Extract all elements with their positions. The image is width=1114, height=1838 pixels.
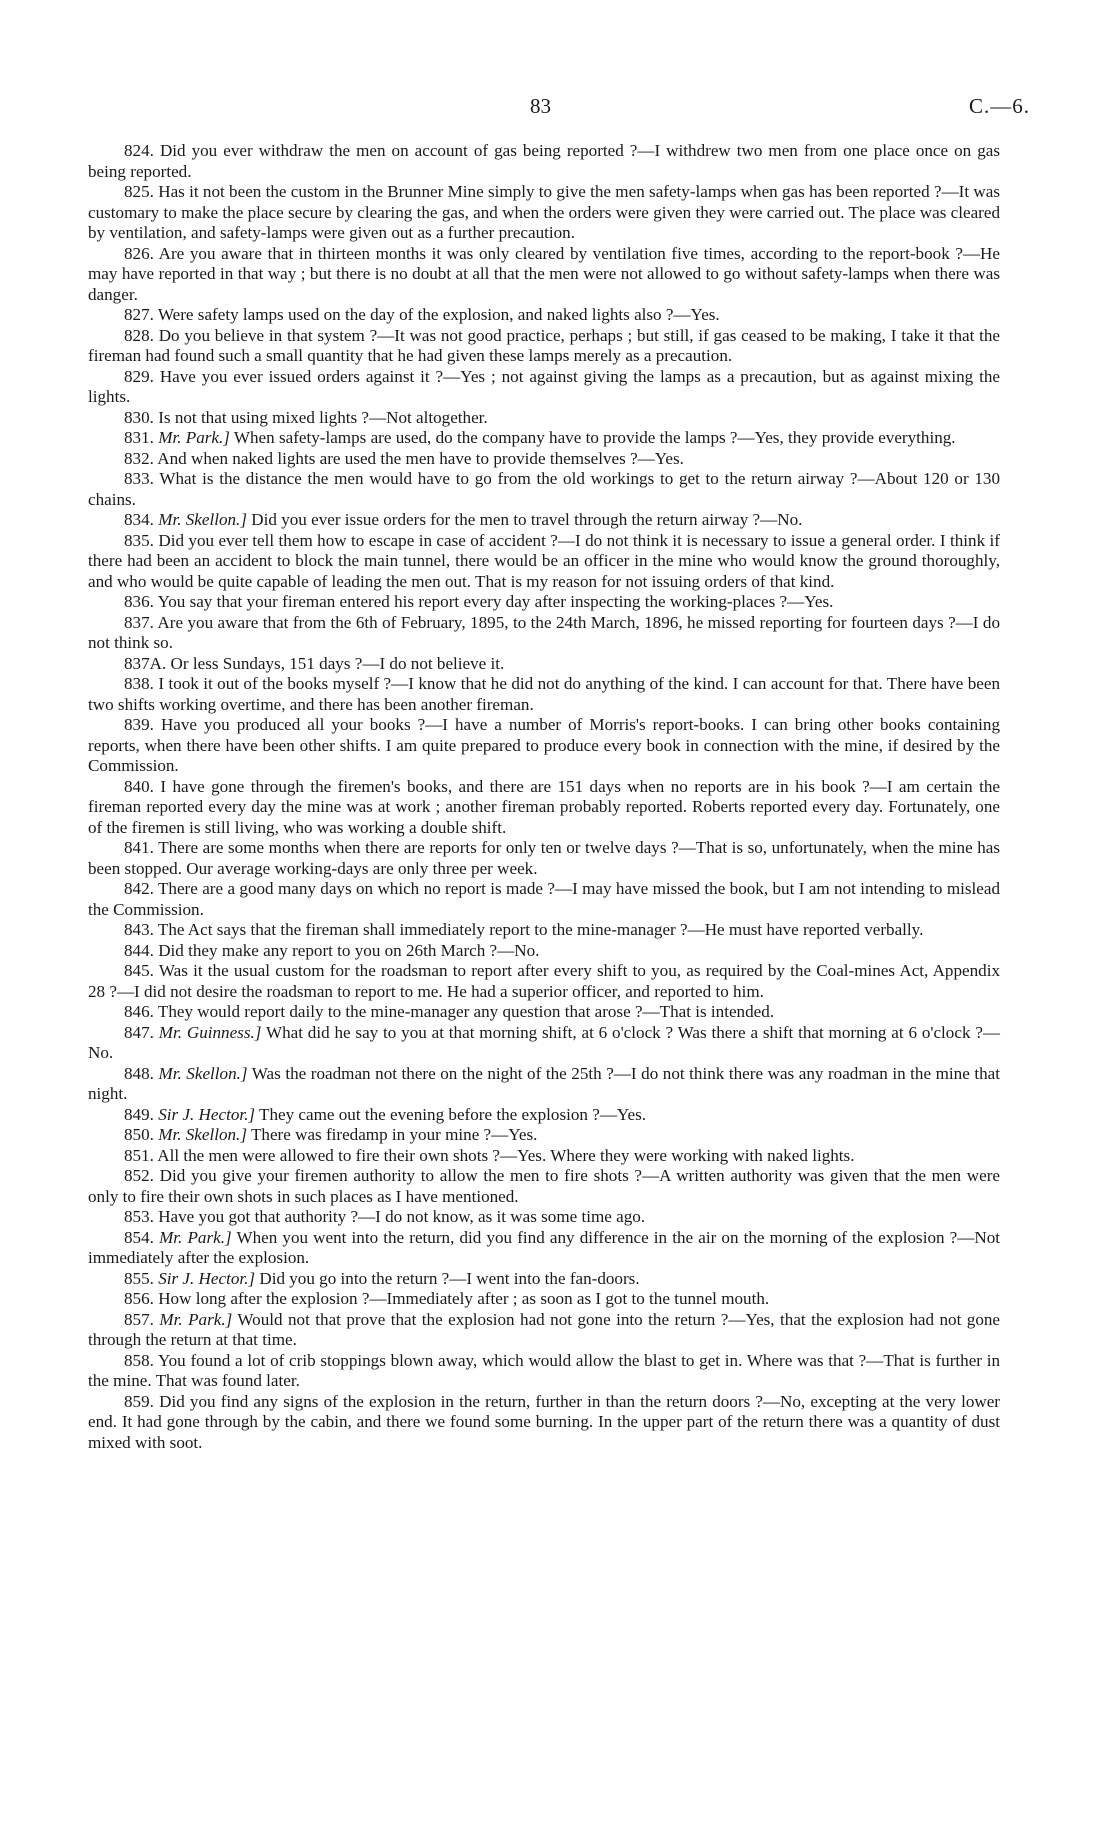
- question-number: 844.: [124, 940, 154, 960]
- question-paragraph: [88, 1392, 1000, 1454]
- speaker-name: Mr. Skellon.]: [158, 510, 247, 529]
- question-answer-text: Or less Sundays, 151 days ?—I do not believe it.: [170, 653, 505, 673]
- question-number: 842.: [124, 879, 154, 898]
- question-answer-text: When you went into the return, did you find any difference in the air on the morning of the explosion ?—Not immediately after the explosion.: [88, 1227, 1000, 1267]
- question-number: 843.: [124, 920, 154, 939]
- question-answer-text: They came out the evening before the explosion ?—Yes.: [259, 1104, 647, 1124]
- question-paragraph: [88, 715, 1000, 777]
- question-number: 832.: [124, 448, 154, 468]
- speaker-name: Mr. Guinness.]: [158, 1022, 262, 1042]
- speaker-name: Sir J. Hector.]: [158, 1268, 256, 1288]
- question-answer-text: You found a lot of crib stoppings blown away, which would allow the blast to get in. Where was that ?—That is further in the mine. That was found later.: [88, 1350, 1000, 1390]
- question-number: 845.: [124, 961, 154, 980]
- question-paragraph: [88, 1146, 1000, 1167]
- question-number: 837A.: [124, 653, 167, 673]
- question-answer-text: Did you ever withdraw the men on account of gas being reported ?—I withdrew two men from one place once on gas being reported.: [88, 141, 1000, 181]
- question-paragraph: [88, 182, 1000, 244]
- question-number: 859.: [124, 1391, 154, 1411]
- question-answer-text: Have you got that authority ?—I do not know, as it was some time ago.: [158, 1207, 646, 1226]
- question-paragraph: [88, 1105, 1000, 1126]
- question-answer-text: How long after the explosion ?—Immediately after ; as soon as I got to the tunnel mouth.: [158, 1289, 770, 1308]
- question-number: 855.: [124, 1268, 154, 1288]
- question-answer-text: Did you go into the return ?—I went into the fan-doors.: [259, 1268, 640, 1288]
- question-number: 849.: [124, 1104, 154, 1124]
- question-answer-text: Did they make any report to you on 26th March ?—No.: [158, 940, 540, 960]
- question-paragraph: [88, 1166, 1000, 1207]
- question-number: 850.: [124, 1125, 154, 1144]
- question-answer-text: Did you give your firemen authority to allow the men to fire shots ?—A written authority was given that the men were only to fire their own shots in such places as I have mentioned.: [88, 1166, 1000, 1206]
- question-answer-text: Do you believe in that system ?—It was not good practice, perhaps ; but still, if gas ceased to be making, I take it that the fireman had found such a small quantity that he had given these lamps merely as a precaution.: [88, 325, 1000, 365]
- question-paragraph: [88, 141, 1000, 182]
- question-number: 838.: [124, 674, 154, 693]
- page-header: [0, 94, 1114, 124]
- question-number: 856.: [124, 1289, 154, 1308]
- question-number: 826.: [124, 243, 154, 263]
- question-paragraph: [88, 1064, 1000, 1105]
- speaker-name: Mr. Skellon.]: [158, 1125, 247, 1144]
- question-answer-text: Have you ever issued orders against it ?—Yes ; not against giving the lamps as a precaution, but as against mixing the lights.: [88, 366, 1000, 406]
- question-paragraph: [88, 879, 1000, 920]
- question-paragraph: [88, 531, 1000, 593]
- question-number: 829.: [124, 366, 154, 386]
- question-answer-text: All the men were allowed to fire their own shots ?—Yes. Where they were working with naked lights.: [157, 1145, 855, 1165]
- speaker-name: Mr. Park.]: [159, 1227, 232, 1247]
- question-answer-text: The Act says that the fireman shall immediately report to the mine-manager ?—He must have reported verbally.: [157, 920, 924, 939]
- question-number: 836.: [124, 592, 154, 611]
- page-number: 83: [530, 94, 551, 118]
- question-paragraph: [88, 305, 1000, 326]
- question-number: 854.: [124, 1227, 154, 1247]
- question-paragraph: [88, 777, 1000, 839]
- question-paragraph: [88, 449, 1000, 470]
- speaker-name: Mr. Park.]: [159, 1309, 233, 1329]
- question-answer-text: I have gone through the firemen's books, and there are 151 days when no reports are in his book ?—I am certain the fireman reported every day the mine was at work ; another fireman probably reported. Roberts reported every day. Fortunately, one of the firemen is still living, who was working a double shift.: [88, 776, 1000, 837]
- question-answer-text: Would not that prove that the explosion had not gone into the return ?—Yes, that the explosion had not gone through the return at that time.: [88, 1309, 1000, 1349]
- question-answer-text: Is not that using mixed lights ?—Not altogether.: [158, 407, 488, 427]
- question-answer-text: Are you aware that from the 6th of February, 1895, to the 24th March, 1896, he missed reporting for fourteen days ?—I do not think so.: [88, 612, 1000, 652]
- question-answer-text: And when naked lights are used the men have to provide themselves ?—Yes.: [157, 448, 684, 468]
- question-answer-text: Have you produced all your books ?—I have a number of Morris's report-books. I can bring other books containing reports, when there have been other shifts. I am quite prepared to produce every book in connection with the mine, if desired by the Commission.: [88, 715, 1001, 775]
- question-paragraph: [88, 1269, 1000, 1290]
- question-paragraph: [88, 428, 1000, 449]
- testimony-body: [88, 141, 1000, 1453]
- question-number: 835.: [124, 530, 154, 550]
- question-paragraph: [88, 1002, 1000, 1023]
- question-paragraph: [88, 510, 1000, 531]
- question-paragraph: [88, 1125, 1000, 1146]
- question-paragraph: [88, 674, 1000, 715]
- question-answer-text: What did he say to you at that morning shift, at 6 o'clock ? Was there a shift that morning at 6 o'clock ?—No.: [88, 1022, 1001, 1062]
- document-reference: C.—6.: [968, 94, 1030, 118]
- question-answer-text: When safety-lamps are used, do the company have to provide the lamps ?—Yes, they provide everything.: [233, 428, 956, 447]
- question-answer-text: Did you ever tell them how to escape in case of accident ?—I do not think it is necessary to issue a general order. I think if there had been an accident to block the main tunnel, there would be an officer in the mine who would know the ground thoroughly, and who would be quite capable of leading the men out. That is my reason for not issuing orders of that kind.: [88, 530, 1000, 591]
- question-answer-text: What is the distance the men would have to go from the old workings to get to the return airway ?—About 120 or 130 chains.: [88, 469, 1001, 509]
- question-paragraph: [88, 408, 1000, 429]
- question-number: 837.: [124, 612, 154, 632]
- question-number: 840.: [124, 776, 154, 796]
- question-answer-text: Has it not been the custom in the Brunner Mine simply to give the men safety-lamps when gas has been reported ?—It was customary to make the place secure by clearing the gas, and when the orders were given they were carried out. The place was cleared by ventilation, and safety-lamps were given out as a further precaution.: [88, 182, 1000, 242]
- question-number: 858.: [124, 1350, 154, 1370]
- question-paragraph: [88, 1023, 1000, 1064]
- question-paragraph: [88, 1310, 1000, 1351]
- question-paragraph: [88, 1351, 1000, 1392]
- question-number: 839.: [124, 715, 154, 734]
- question-paragraph: [88, 592, 1000, 613]
- question-paragraph: [88, 941, 1000, 962]
- question-number: 841.: [124, 838, 154, 857]
- question-paragraph: [88, 961, 1000, 1002]
- question-answer-text: They would report daily to the mine-manager any question that arose ?—That is intended.: [157, 1002, 775, 1021]
- question-number: 825.: [124, 182, 154, 201]
- question-paragraph: [88, 469, 1000, 510]
- question-number: 827.: [124, 305, 154, 324]
- question-paragraph: [88, 920, 1000, 941]
- question-number: 846.: [124, 1002, 154, 1021]
- question-number: 834.: [124, 510, 154, 529]
- question-number: 830.: [124, 407, 154, 427]
- question-number: 847.: [124, 1022, 154, 1042]
- question-answer-text: Are you aware that in thirteen months it was only cleared by ventilation five times, according to the report-book ?—He may have reported in that way ; but there is no doubt at all that the men were not allowed to go without safety-lamps when there was danger.: [88, 243, 1000, 304]
- question-answer-text: There was firedamp in your mine ?—Yes.: [250, 1125, 538, 1144]
- question-answer-text: Were safety lamps used on the day of the explosion, and naked lights also ?—Yes.: [157, 305, 720, 324]
- question-paragraph: [88, 1207, 1000, 1228]
- question-answer-text: Was the roadman not there on the night of the 25th ?—I do not think there was any roadman in the mine that night.: [88, 1063, 1000, 1103]
- question-number: 853.: [124, 1207, 154, 1226]
- question-paragraph: [88, 326, 1000, 367]
- question-paragraph: [88, 1289, 1000, 1310]
- question-paragraph: [88, 1228, 1000, 1269]
- question-number: 828.: [124, 325, 154, 345]
- question-number: 848.: [124, 1063, 154, 1083]
- question-answer-text: You say that your fireman entered his report every day after inspecting the working-places ?—Yes.: [157, 592, 834, 611]
- question-number: 852.: [124, 1166, 154, 1185]
- question-number: 857.: [124, 1309, 154, 1329]
- question-number: 851.: [124, 1145, 154, 1165]
- question-number: 833.: [124, 469, 154, 488]
- speaker-name: Mr. Park.]: [158, 428, 230, 447]
- question-paragraph: [88, 838, 1000, 879]
- question-number: 831.: [124, 428, 154, 447]
- question-number: 824.: [124, 141, 154, 160]
- speaker-name: Sir J. Hector.]: [158, 1104, 256, 1124]
- question-paragraph: [88, 367, 1000, 408]
- question-answer-text: There are some months when there are reports for only ten or twelve days ?—That is so, unfortunately, when the mine has been stopped. Our average working-days are only three per week.: [88, 838, 1001, 878]
- question-answer-text: Was it the usual custom for the roadsman to report after every shift to you, as required by the Coal-mines Act, Appendix 28 ?—I did not desire the roadsman to report to me. He had a superior officer, and reported to him.: [88, 961, 1001, 1001]
- question-answer-text: I took it out of the books myself ?—I know that he did not do anything of the kind. I can account for that. There have been two shifts working overtime, and there has been another fireman.: [88, 674, 1000, 714]
- question-answer-text: Did you find any signs of the explosion in the return, further in than the return doors ?—No, excepting at the very lower end. It had gone through by the cabin, and there we found some burning. In the upper part of the return there was a quantity of dust mixed with soot.: [88, 1391, 1000, 1452]
- question-paragraph: [88, 613, 1000, 654]
- question-paragraph: [88, 654, 1000, 675]
- question-paragraph: [88, 244, 1000, 306]
- question-answer-text: Did you ever issue orders for the men to travel through the return airway ?—No.: [251, 510, 803, 529]
- question-answer-text: There are a good many days on which no report is made ?—I may have missed the book, but I am not intending to mislead the Commission.: [88, 879, 1000, 919]
- speaker-name: Mr. Skellon.]: [158, 1063, 248, 1083]
